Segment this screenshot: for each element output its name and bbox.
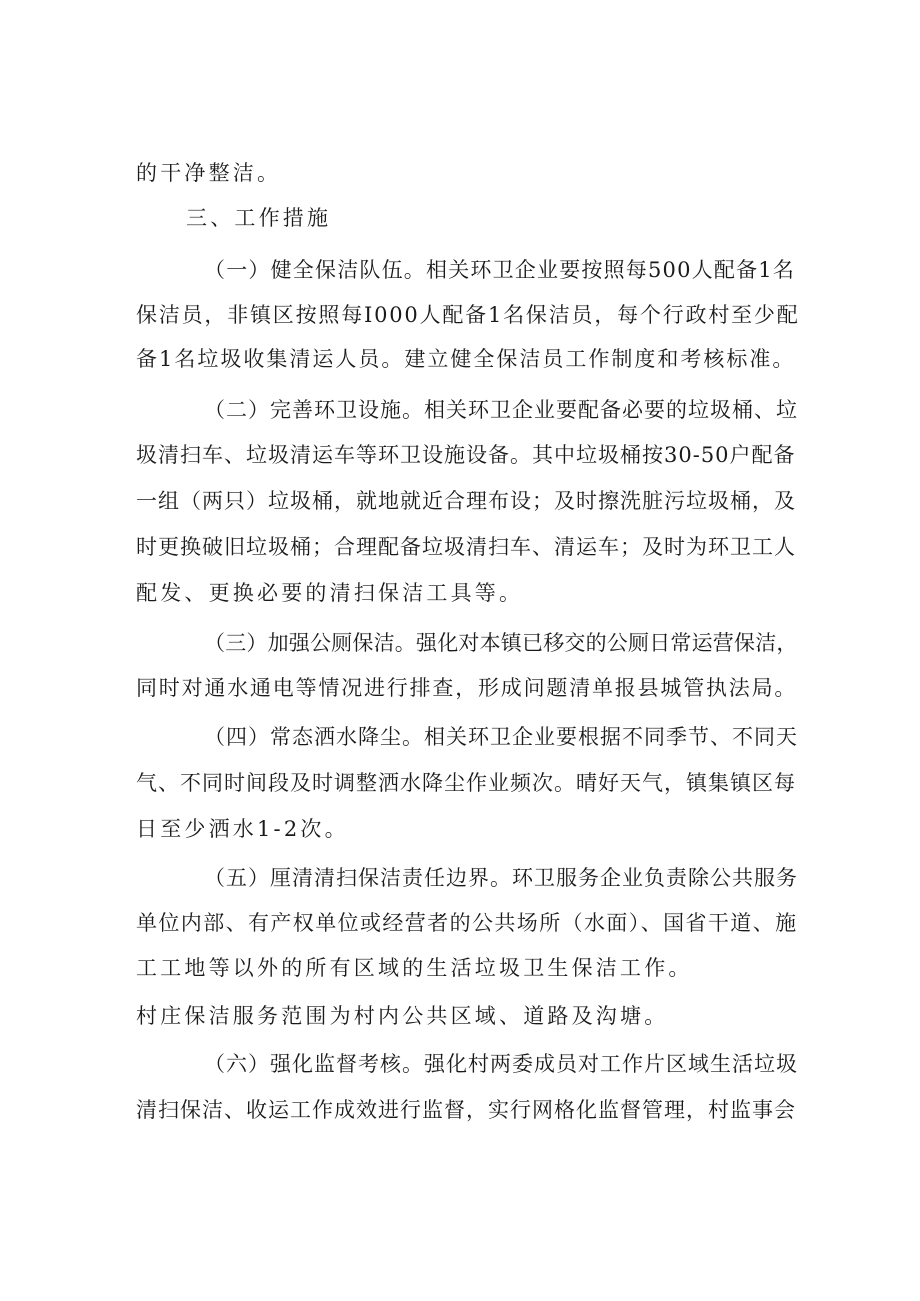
- paragraph-line: 清扫保洁、收运工作成效进行监督，实行网格化监督管理，村监事会: [136, 1098, 796, 1122]
- text-line: 的干净整洁。: [136, 161, 282, 185]
- paragraph-line: （六）强化监督考核。强化村两委成员对工作片区域生活垃圾: [204, 1052, 798, 1076]
- paragraph-line: 一组（两只）垃圾桶，就地就近合理布设；及时擦洗脏污垃圾桶，及: [136, 489, 796, 513]
- paragraph-line: 时更换破旧垃圾桶；合理配备垃圾清扫车、清运车；及时为环卫工人: [136, 535, 796, 559]
- paragraph-line: 单位内部、有产权单位或经营者的公共场所（水面）、国省干道、施: [136, 911, 798, 935]
- paragraph-line: 气、不同时间段及时调整洒水降尘作业频次。晴好天气，镇集镇区每: [136, 771, 796, 795]
- paragraph-line: （四）常态洒水降尘。相关环卫企业要根据不同季节、不同天: [204, 725, 798, 749]
- paragraph-line: 日至少洒水1-2次。: [136, 817, 349, 841]
- paragraph-line: （三）加强公厕保洁。强化对本镇已移交的公厕日常运营保洁，: [204, 631, 798, 655]
- paragraph-line: 备1名垃圾收集清运人员。建立健全保洁员工作制度和考核标准。: [136, 347, 796, 371]
- paragraph-line: 村庄保洁服务范围为村内公共区域、道路及沟塘。: [136, 1004, 669, 1028]
- paragraph-line: 同时对通水通电等情况进行排查，形成问题清单报县城管执法局。: [136, 676, 798, 700]
- paragraph-line: 圾清扫车、垃圾清运车等环卫设施设备。其中垃圾桶按30-50户配备: [136, 443, 796, 467]
- section-heading: 三、工作措施: [186, 206, 332, 230]
- paragraph-line: 工工地等以外的所有区域的生活垃圾卫生保洁工作。: [136, 956, 693, 980]
- paragraph-line: 保洁员，非镇区按照每I000人配备1名保洁员，每个行政村至少配: [136, 303, 800, 327]
- paragraph-line: （五）厘清清扫保洁责任边界。环卫服务企业负责除公共服务: [204, 866, 798, 890]
- paragraph-line: （二）完善环卫设施。相关环卫企业要配备必要的垃圾桶、垃: [204, 398, 798, 422]
- paragraph-line: （一）健全保洁队伍。相关环卫企业要按照每500人配备1名: [204, 258, 796, 282]
- paragraph-line: 配发、更换必要的清扫保洁工具等。: [136, 581, 524, 605]
